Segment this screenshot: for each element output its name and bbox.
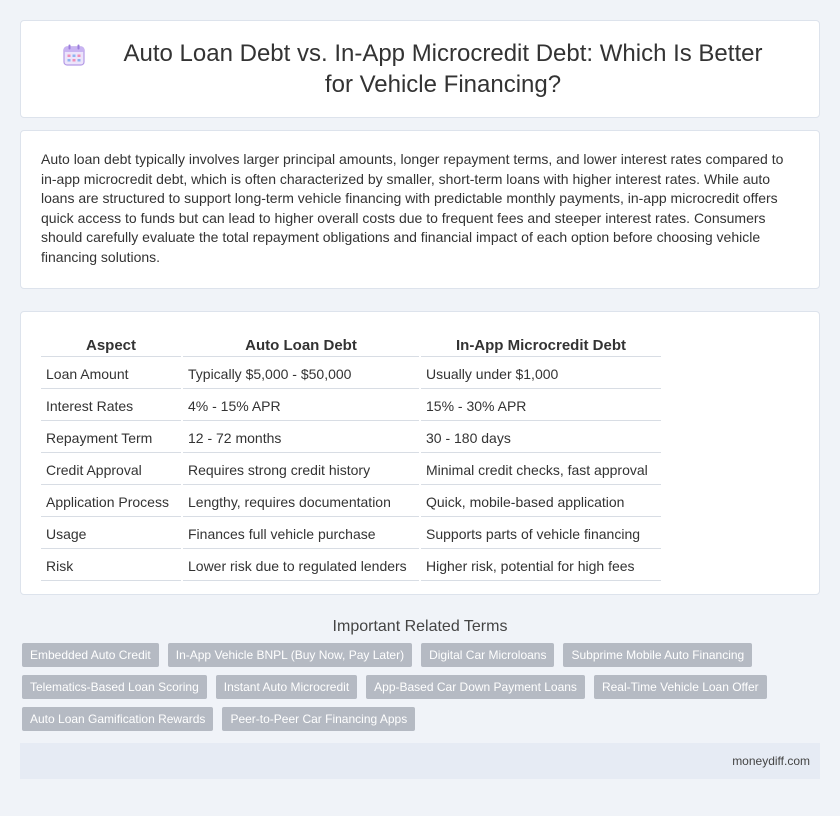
footer-site-link[interactable]: moneydiff.com bbox=[732, 754, 810, 768]
table-cell: Typically $5,000 - $50,000 bbox=[183, 359, 419, 389]
table-cell: Minimal credit checks, fast approval bbox=[421, 455, 661, 485]
table-cell: Application Process bbox=[41, 487, 181, 517]
table-row bbox=[41, 487, 661, 517]
table-row bbox=[41, 359, 661, 389]
table-cell: 4% - 15% APR bbox=[183, 391, 419, 421]
table-cell: 12 - 72 months bbox=[183, 423, 419, 453]
column-header: Auto Loan Debt bbox=[183, 334, 419, 357]
table-cell: Finances full vehicle purchase bbox=[183, 519, 419, 549]
related-terms-list bbox=[20, 643, 820, 739]
table-cell: Quick, mobile-based application bbox=[421, 487, 661, 517]
table-header-row bbox=[41, 334, 661, 357]
title-card bbox=[20, 20, 820, 118]
related-term-tag[interactable]: Digital Car Microloans bbox=[421, 643, 554, 667]
related-term-tag[interactable]: In-App Vehicle BNPL (Buy Now, Pay Later) bbox=[168, 643, 412, 667]
related-term-tag[interactable]: Real-Time Vehicle Loan Offer bbox=[594, 675, 767, 699]
table-cell: 15% - 30% APR bbox=[421, 391, 661, 421]
table-cell: Risk bbox=[41, 551, 181, 581]
table-cell: Requires strong credit history bbox=[183, 455, 419, 485]
table-cell: Lower risk due to regulated lenders bbox=[183, 551, 419, 581]
table-cell: Interest Rates bbox=[41, 391, 181, 421]
related-term-tag[interactable]: Telematics-Based Loan Scoring bbox=[22, 675, 207, 699]
table-cell: Supports parts of vehicle financing bbox=[421, 519, 661, 549]
table-row bbox=[41, 519, 661, 549]
column-header: Aspect bbox=[41, 334, 181, 357]
footer bbox=[20, 743, 820, 779]
column-header: In-App Microcredit Debt bbox=[421, 334, 661, 357]
table-cell: Usually under $1,000 bbox=[421, 359, 661, 389]
page-title: Auto Loan Debt vs. In-App Microcredit Debt: Which Is Better for Vehicle Financing? bbox=[123, 40, 763, 98]
table-row bbox=[41, 423, 661, 453]
table-row bbox=[41, 455, 661, 485]
related-terms-title: Important Related Terms bbox=[332, 618, 508, 635]
related-term-tag[interactable]: Auto Loan Gamification Rewards bbox=[22, 707, 213, 731]
intro-paragraph: Auto loan debt typically involves larger principal amounts, longer repayment terms, and lower interest rates compared to in-app microcredit debt, which is often characterized by smaller, short-term loans with higher interest rates. While auto loans are structured to support long-term vehicle financing with predictable monthly payments, in-app microcredit offers quick access to funds but can lead to higher overall costs due to frequent fees and steeper interest rates. Consumers should carefully evaluate the total repayment obligations and financial impact of each option before choosing vehicle financing solutions. bbox=[41, 151, 784, 265]
related-term-tag[interactable]: Subprime Mobile Auto Financing bbox=[563, 643, 752, 667]
table-cell: Lengthy, requires documentation bbox=[183, 487, 419, 517]
table-cell: Loan Amount bbox=[41, 359, 181, 389]
related-term-tag[interactable]: Peer-to-Peer Car Financing Apps bbox=[222, 707, 415, 731]
related-term-tag[interactable]: App-Based Car Down Payment Loans bbox=[366, 675, 585, 699]
table-row bbox=[41, 391, 661, 421]
related-term-tag[interactable]: Embedded Auto Credit bbox=[22, 643, 159, 667]
table-cell: Usage bbox=[41, 519, 181, 549]
page bbox=[20, 0, 820, 779]
table-cell: Repayment Term bbox=[41, 423, 181, 453]
comparison-card bbox=[20, 311, 820, 595]
table-row bbox=[41, 551, 661, 581]
related-term-tag[interactable]: Instant Auto Microcredit bbox=[216, 675, 357, 699]
table-cell: Credit Approval bbox=[41, 455, 181, 485]
comparison-table bbox=[39, 332, 663, 583]
calendar-icon bbox=[61, 42, 87, 68]
table-cell: 30 - 180 days bbox=[421, 423, 661, 453]
table-cell: Higher risk, potential for high fees bbox=[421, 551, 661, 581]
intro-card bbox=[20, 130, 820, 289]
